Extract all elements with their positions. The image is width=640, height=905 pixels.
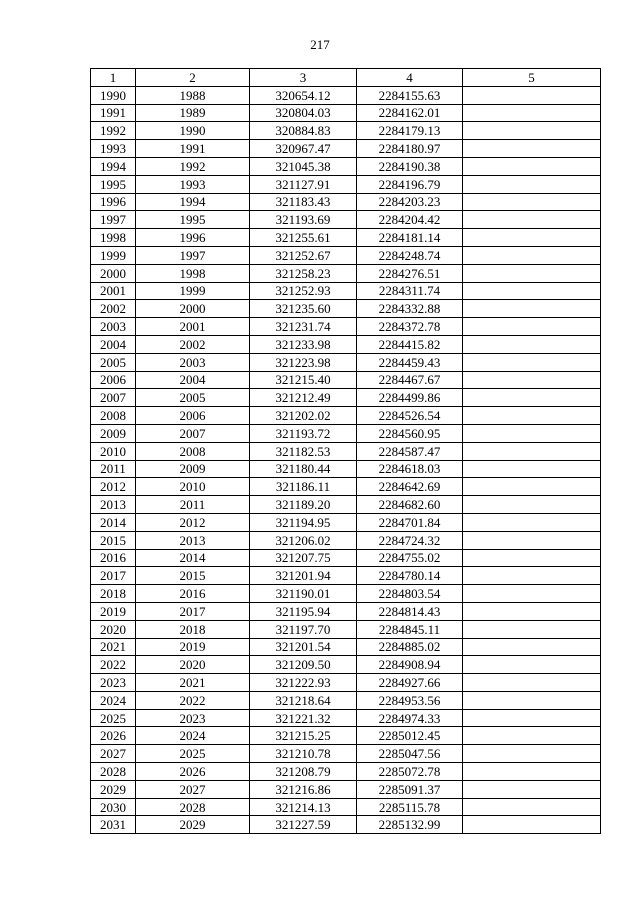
table-cell-col-3: 321182.53 (250, 442, 357, 460)
table-row (91, 318, 601, 336)
table-cell-col-3: 320884.83 (250, 122, 357, 140)
table-cell-col-4: 2284499.86 (357, 389, 463, 407)
table-cell-col-1: 2014 (91, 513, 136, 531)
table-row (91, 140, 601, 158)
table-cell-col-5 (463, 122, 601, 140)
table-cell-col-2: 2000 (136, 300, 250, 318)
table-cell-col-4: 2284642.69 (357, 478, 463, 496)
table-cell-col-5 (463, 157, 601, 175)
table-cell-col-1: 1992 (91, 122, 136, 140)
table-row (91, 656, 601, 674)
table-cell-col-5 (463, 86, 601, 104)
table-cell-col-2: 2004 (136, 371, 250, 389)
table-cell-col-2: 2019 (136, 638, 250, 656)
table-cell-col-3: 320804.03 (250, 104, 357, 122)
table-row (91, 620, 601, 638)
table-cell-col-1: 2028 (91, 763, 136, 781)
table-cell-col-4: 2284204.42 (357, 211, 463, 229)
table-cell-col-4: 2284701.84 (357, 513, 463, 531)
table-cell-col-5 (463, 193, 601, 211)
table-cell-col-3: 321183.43 (250, 193, 357, 211)
table-cell-col-1: 2020 (91, 620, 136, 638)
table-cell-col-3: 321193.72 (250, 424, 357, 442)
table-cell-col-5 (463, 300, 601, 318)
table-cell-col-4: 2284908.94 (357, 656, 463, 674)
table-cell-col-2: 1999 (136, 282, 250, 300)
table-row (91, 371, 601, 389)
table-cell-col-5 (463, 531, 601, 549)
table-cell-col-3: 321212.49 (250, 389, 357, 407)
table-row (91, 389, 601, 407)
table-cell-col-2: 2018 (136, 620, 250, 638)
table-cell-col-5 (463, 335, 601, 353)
table-cell-col-2: 2014 (136, 549, 250, 567)
table-cell-col-5 (463, 246, 601, 264)
table-cell-col-2: 1993 (136, 175, 250, 193)
table-cell-col-2: 2009 (136, 460, 250, 478)
table-cell-col-3: 321180.44 (250, 460, 357, 478)
table-cell-col-4: 2284203.23 (357, 193, 463, 211)
table-cell-col-5 (463, 763, 601, 781)
table-cell-col-3: 321208.79 (250, 763, 357, 781)
table-cell-col-3: 321045.38 (250, 157, 357, 175)
table-cell-col-2: 2029 (136, 816, 250, 834)
table-cell-col-4: 2284248.74 (357, 246, 463, 264)
table-row (91, 86, 601, 104)
table-cell-col-3: 321127.91 (250, 175, 357, 193)
table-row (91, 122, 601, 140)
table-row (91, 478, 601, 496)
table-cell-col-1: 1991 (91, 104, 136, 122)
table-cell-col-5 (463, 389, 601, 407)
table-cell-col-3: 321235.60 (250, 300, 357, 318)
table-row (91, 602, 601, 620)
table-cell-col-5 (463, 691, 601, 709)
table-cell-col-3: 321207.75 (250, 549, 357, 567)
table-cell-col-2: 1998 (136, 264, 250, 282)
table-cell-col-1: 1995 (91, 175, 136, 193)
table-cell-col-1: 2010 (91, 442, 136, 460)
table-row (91, 335, 601, 353)
table-cell-col-2: 2020 (136, 656, 250, 674)
table-cell-col-3: 321193.69 (250, 211, 357, 229)
table-row (91, 300, 601, 318)
table-cell-col-2: 1991 (136, 140, 250, 158)
coordinates-table (90, 68, 601, 834)
table-cell-col-2: 1997 (136, 246, 250, 264)
table-cell-col-4: 2284372.78 (357, 318, 463, 336)
table-cell-col-1: 2017 (91, 567, 136, 585)
table-cell-col-3: 321227.59 (250, 816, 357, 834)
table-cell-col-2: 2026 (136, 763, 250, 781)
table-cell-col-1: 2001 (91, 282, 136, 300)
table-cell-col-1: 2008 (91, 407, 136, 425)
table-cell-col-1: 2007 (91, 389, 136, 407)
table-row (91, 567, 601, 585)
table-cell-col-5 (463, 656, 601, 674)
table-row (91, 193, 601, 211)
table-cell-col-4: 2284162.01 (357, 104, 463, 122)
table-cell-col-2: 2017 (136, 602, 250, 620)
table-cell-col-5 (463, 585, 601, 603)
table-cell-col-4: 2284560.95 (357, 424, 463, 442)
column-header-4: 4 (357, 69, 463, 87)
table-cell-col-4: 2284180.97 (357, 140, 463, 158)
table-cell-col-2: 1994 (136, 193, 250, 211)
table-cell-col-3: 321210.78 (250, 745, 357, 763)
table-cell-col-2: 2013 (136, 531, 250, 549)
table-cell-col-3: 321216.86 (250, 780, 357, 798)
table-cell-col-1: 1993 (91, 140, 136, 158)
table-cell-col-4: 2284845.11 (357, 620, 463, 638)
table-cell-col-4: 2285132.99 (357, 816, 463, 834)
table-cell-col-4: 2284814.43 (357, 602, 463, 620)
table-cell-col-5 (463, 407, 601, 425)
table-cell-col-2: 1989 (136, 104, 250, 122)
table-cell-col-5 (463, 140, 601, 158)
table-cell-col-3: 321214.13 (250, 798, 357, 816)
table-cell-col-3: 321197.70 (250, 620, 357, 638)
table-cell-col-4: 2284332.88 (357, 300, 463, 318)
table-cell-col-2: 1996 (136, 229, 250, 247)
table-cell-col-4: 2285091.37 (357, 780, 463, 798)
table-cell-col-2: 2023 (136, 709, 250, 727)
table-cell-col-3: 321189.20 (250, 496, 357, 514)
table-cell-col-1: 2005 (91, 353, 136, 371)
table-cell-col-3: 321233.98 (250, 335, 357, 353)
table-cell-col-1: 2004 (91, 335, 136, 353)
table-cell-col-3: 321209.50 (250, 656, 357, 674)
table-cell-col-3: 321215.25 (250, 727, 357, 745)
table-cell-col-5 (463, 549, 601, 567)
table-row (91, 674, 601, 692)
table-cell-col-5 (463, 638, 601, 656)
table-cell-col-3: 321195.94 (250, 602, 357, 620)
table-cell-col-5 (463, 798, 601, 816)
table-cell-col-1: 1999 (91, 246, 136, 264)
table-header-row (91, 69, 601, 87)
table-cell-col-3: 321231.74 (250, 318, 357, 336)
table-cell-col-4: 2285012.45 (357, 727, 463, 745)
table-cell-col-4: 2285115.78 (357, 798, 463, 816)
table-cell-col-5 (463, 745, 601, 763)
table-cell-col-1: 2029 (91, 780, 136, 798)
table-row (91, 513, 601, 531)
table-cell-col-4: 2284618.03 (357, 460, 463, 478)
table-cell-col-2: 2002 (136, 335, 250, 353)
table-cell-col-2: 1988 (136, 86, 250, 104)
table-cell-col-5 (463, 780, 601, 798)
table-cell-col-3: 321221.32 (250, 709, 357, 727)
table-cell-col-3: 321201.54 (250, 638, 357, 656)
table-cell-col-5 (463, 567, 601, 585)
table-cell-col-4: 2284755.02 (357, 549, 463, 567)
table-cell-col-2: 1990 (136, 122, 250, 140)
table-cell-col-5 (463, 513, 601, 531)
column-header-5: 5 (463, 69, 601, 87)
table-cell-col-2: 1995 (136, 211, 250, 229)
table-row (91, 264, 601, 282)
table-row (91, 816, 601, 834)
table-cell-col-4: 2284196.79 (357, 175, 463, 193)
table-cell-col-5 (463, 674, 601, 692)
table-body (91, 86, 601, 833)
table-cell-col-3: 321252.67 (250, 246, 357, 264)
table-cell-col-2: 2028 (136, 798, 250, 816)
table-row (91, 229, 601, 247)
table-cell-col-1: 2011 (91, 460, 136, 478)
table-cell-col-2: 2011 (136, 496, 250, 514)
table-cell-col-1: 2012 (91, 478, 136, 496)
table-cell-col-3: 321258.23 (250, 264, 357, 282)
table-cell-col-3: 321222.93 (250, 674, 357, 692)
table-cell-col-3: 321218.64 (250, 691, 357, 709)
table-row (91, 763, 601, 781)
table-row (91, 745, 601, 763)
table-cell-col-1: 2006 (91, 371, 136, 389)
table-cell-col-5 (463, 709, 601, 727)
table-cell-col-5 (463, 282, 601, 300)
table-cell-col-4: 2284459.43 (357, 353, 463, 371)
table-cell-col-4: 2284724.32 (357, 531, 463, 549)
table-cell-col-1: 1996 (91, 193, 136, 211)
table-cell-col-4: 2284415.82 (357, 335, 463, 353)
column-header-3: 3 (250, 69, 357, 87)
table-cell-col-1: 1998 (91, 229, 136, 247)
table-cell-col-4: 2284927.66 (357, 674, 463, 692)
table-cell-col-5 (463, 371, 601, 389)
table-cell-col-4: 2284780.14 (357, 567, 463, 585)
table-cell-col-2: 2025 (136, 745, 250, 763)
table-cell-col-2: 2008 (136, 442, 250, 460)
table-row (91, 780, 601, 798)
table-row (91, 246, 601, 264)
table-row (91, 549, 601, 567)
table-cell-col-3: 321252.93 (250, 282, 357, 300)
table-cell-col-4: 2284974.33 (357, 709, 463, 727)
table-cell-col-4: 2284526.54 (357, 407, 463, 425)
table-cell-col-4: 2284181.14 (357, 229, 463, 247)
table-cell-col-5 (463, 318, 601, 336)
table-cell-col-5 (463, 424, 601, 442)
table-cell-col-1: 2024 (91, 691, 136, 709)
table-cell-col-1: 2019 (91, 602, 136, 620)
table-cell-col-3: 321202.02 (250, 407, 357, 425)
table-cell-col-1: 2031 (91, 816, 136, 834)
table-cell-col-5 (463, 727, 601, 745)
table-cell-col-2: 2016 (136, 585, 250, 603)
column-header-1: 1 (91, 69, 136, 87)
column-header-2: 2 (136, 69, 250, 87)
table-cell-col-3: 321223.98 (250, 353, 357, 371)
table-cell-col-1: 2026 (91, 727, 136, 745)
table-cell-col-5 (463, 442, 601, 460)
table-cell-col-3: 321190.01 (250, 585, 357, 603)
table-row (91, 282, 601, 300)
table-cell-col-2: 2012 (136, 513, 250, 531)
table-cell-col-5 (463, 264, 601, 282)
table-cell-col-1: 2023 (91, 674, 136, 692)
table-cell-col-2: 2015 (136, 567, 250, 585)
table-row (91, 407, 601, 425)
table-row (91, 585, 601, 603)
table-cell-col-3: 321186.11 (250, 478, 357, 496)
table-cell-col-2: 2021 (136, 674, 250, 692)
table-cell-col-2: 2007 (136, 424, 250, 442)
table-cell-col-2: 2001 (136, 318, 250, 336)
table-cell-col-1: 1997 (91, 211, 136, 229)
table-row (91, 175, 601, 193)
table-row (91, 460, 601, 478)
table-cell-col-5 (463, 478, 601, 496)
table-cell-col-4: 2284311.74 (357, 282, 463, 300)
table-row (91, 496, 601, 514)
table-cell-col-5 (463, 460, 601, 478)
table-row (91, 727, 601, 745)
table-cell-col-1: 2030 (91, 798, 136, 816)
table-cell-col-3: 321206.02 (250, 531, 357, 549)
table-cell-col-4: 2284467.67 (357, 371, 463, 389)
table-row (91, 353, 601, 371)
table-cell-col-1: 1994 (91, 157, 136, 175)
table-cell-col-2: 2022 (136, 691, 250, 709)
table-cell-col-2: 2010 (136, 478, 250, 496)
table-row (91, 798, 601, 816)
table-cell-col-3: 321201.94 (250, 567, 357, 585)
table-cell-col-1: 2021 (91, 638, 136, 656)
table-row (91, 531, 601, 549)
table-cell-col-3: 321255.61 (250, 229, 357, 247)
table-row (91, 442, 601, 460)
table-cell-col-1: 2016 (91, 549, 136, 567)
table-cell-col-1: 1990 (91, 86, 136, 104)
table-row (91, 157, 601, 175)
table-cell-col-5 (463, 104, 601, 122)
table-cell-col-1: 2015 (91, 531, 136, 549)
table-cell-col-5 (463, 602, 601, 620)
table-cell-col-5 (463, 211, 601, 229)
table-row (91, 638, 601, 656)
table-cell-col-4: 2284885.02 (357, 638, 463, 656)
table-cell-col-2: 1992 (136, 157, 250, 175)
table-cell-col-5 (463, 620, 601, 638)
table-cell-col-1: 2022 (91, 656, 136, 674)
table-row (91, 104, 601, 122)
table-cell-col-5 (463, 175, 601, 193)
table-row (91, 424, 601, 442)
table-cell-col-5 (463, 496, 601, 514)
table-cell-col-5 (463, 229, 601, 247)
table-cell-col-4: 2284953.56 (357, 691, 463, 709)
table-cell-col-4: 2284179.13 (357, 122, 463, 140)
table-row (91, 211, 601, 229)
table-cell-col-3: 320654.12 (250, 86, 357, 104)
table-cell-col-2: 2006 (136, 407, 250, 425)
table-cell-col-3: 321215.40 (250, 371, 357, 389)
table-cell-col-4: 2284587.47 (357, 442, 463, 460)
table-cell-col-4: 2285047.56 (357, 745, 463, 763)
table-cell-col-5 (463, 816, 601, 834)
table-cell-col-2: 2003 (136, 353, 250, 371)
table-cell-col-2: 2005 (136, 389, 250, 407)
table-cell-col-3: 320967.47 (250, 140, 357, 158)
table-cell-col-1: 2009 (91, 424, 136, 442)
table-cell-col-1: 2002 (91, 300, 136, 318)
table-cell-col-3: 321194.95 (250, 513, 357, 531)
table-cell-col-1: 2027 (91, 745, 136, 763)
table-cell-col-1: 2013 (91, 496, 136, 514)
table-row (91, 691, 601, 709)
table-cell-col-2: 2024 (136, 727, 250, 745)
table-cell-col-2: 2027 (136, 780, 250, 798)
table-cell-col-1: 2018 (91, 585, 136, 603)
table-cell-col-4: 2284190.38 (357, 157, 463, 175)
table-cell-col-5 (463, 353, 601, 371)
table-cell-col-1: 2000 (91, 264, 136, 282)
table-cell-col-1: 2025 (91, 709, 136, 727)
table-cell-col-4: 2284276.51 (357, 264, 463, 282)
table-cell-col-1: 2003 (91, 318, 136, 336)
table-cell-col-4: 2284155.63 (357, 86, 463, 104)
table-cell-col-4: 2284803.54 (357, 585, 463, 603)
table-row (91, 709, 601, 727)
table-cell-col-4: 2285072.78 (357, 763, 463, 781)
table-cell-col-4: 2284682.60 (357, 496, 463, 514)
page-number: 217 (310, 37, 330, 52)
